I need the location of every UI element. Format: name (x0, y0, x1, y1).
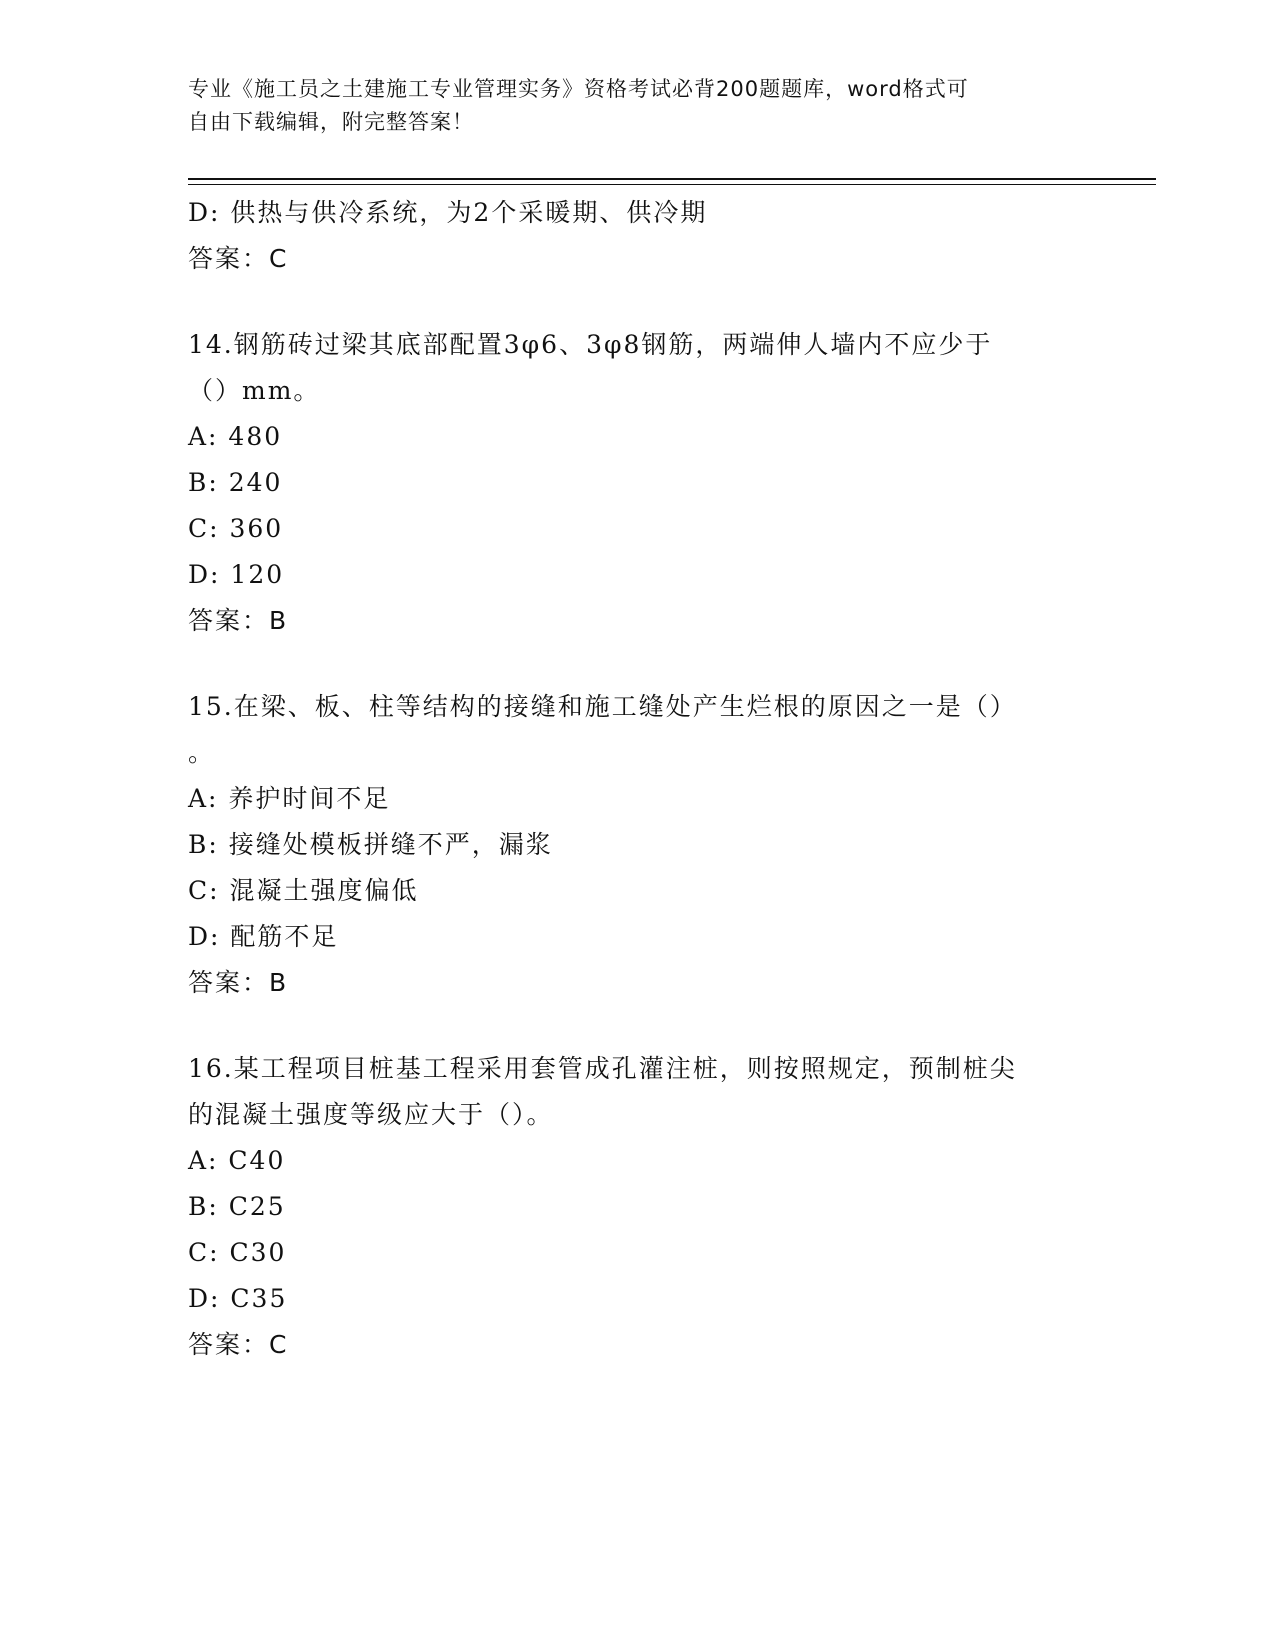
header-divider-thin (188, 184, 1156, 185)
header-divider-thick (188, 178, 1156, 180)
answer-label: 答案：C (188, 244, 289, 273)
option-a: A: 养护时间不足 (188, 784, 391, 813)
question-stem-line-1: 15.在梁、板、柱等结构的接缝和施工缝处产生烂根的原因之一是（） (188, 692, 1017, 721)
question-content (188, 190, 1088, 1368)
answer-label: 答案：B (188, 606, 289, 635)
option-d: D: 配筋不足 (188, 922, 339, 951)
option-c: C: 混凝土强度偏低 (188, 876, 419, 905)
header-line-2: 自由下载编辑，附完整答案！ (188, 110, 474, 134)
document-header (188, 73, 1068, 139)
option-a: A: C40 (188, 1146, 286, 1175)
option-d: D: 供热与供冷系统，为2个采暖期、供冷期 (188, 198, 708, 227)
answer-label: 答案：C (188, 1330, 289, 1359)
header-line-1: 专业《施工员之土建施工专业管理实务》资格考试必背200题题库，word格式可 (188, 77, 969, 101)
question-stem-line-2: 。 (188, 738, 216, 767)
question-stem-line-2: 的混凝土强度等级应大于（）。 (188, 1100, 554, 1129)
option-c: C: C30 (188, 1238, 287, 1267)
option-b: B: C25 (188, 1192, 286, 1221)
question-15 (188, 684, 1088, 1006)
option-b: B: 接缝处模板拼缝不严，漏浆 (188, 830, 553, 859)
question-stem-line-1: 14.钢筋砖过梁其底部配置3φ6、3φ8钢筋，两端伸人墙内不应少于 (188, 330, 993, 359)
option-a: A: 480 (188, 422, 283, 451)
option-c: C: 360 (188, 514, 284, 543)
previous-question-tail (188, 190, 1088, 282)
answer-label: 答案：B (188, 968, 289, 997)
question-stem-line-1: 16.某工程项目桩基工程采用套管成孔灌注桩，则按照规定，预制桩尖 (188, 1054, 1017, 1083)
question-14 (188, 322, 1088, 644)
question-16 (188, 1046, 1088, 1368)
option-d: D: C35 (188, 1284, 288, 1313)
option-d: D: 120 (188, 560, 285, 589)
question-stem-line-2: （）mm。 (188, 376, 321, 405)
option-b: B: 240 (188, 468, 283, 497)
